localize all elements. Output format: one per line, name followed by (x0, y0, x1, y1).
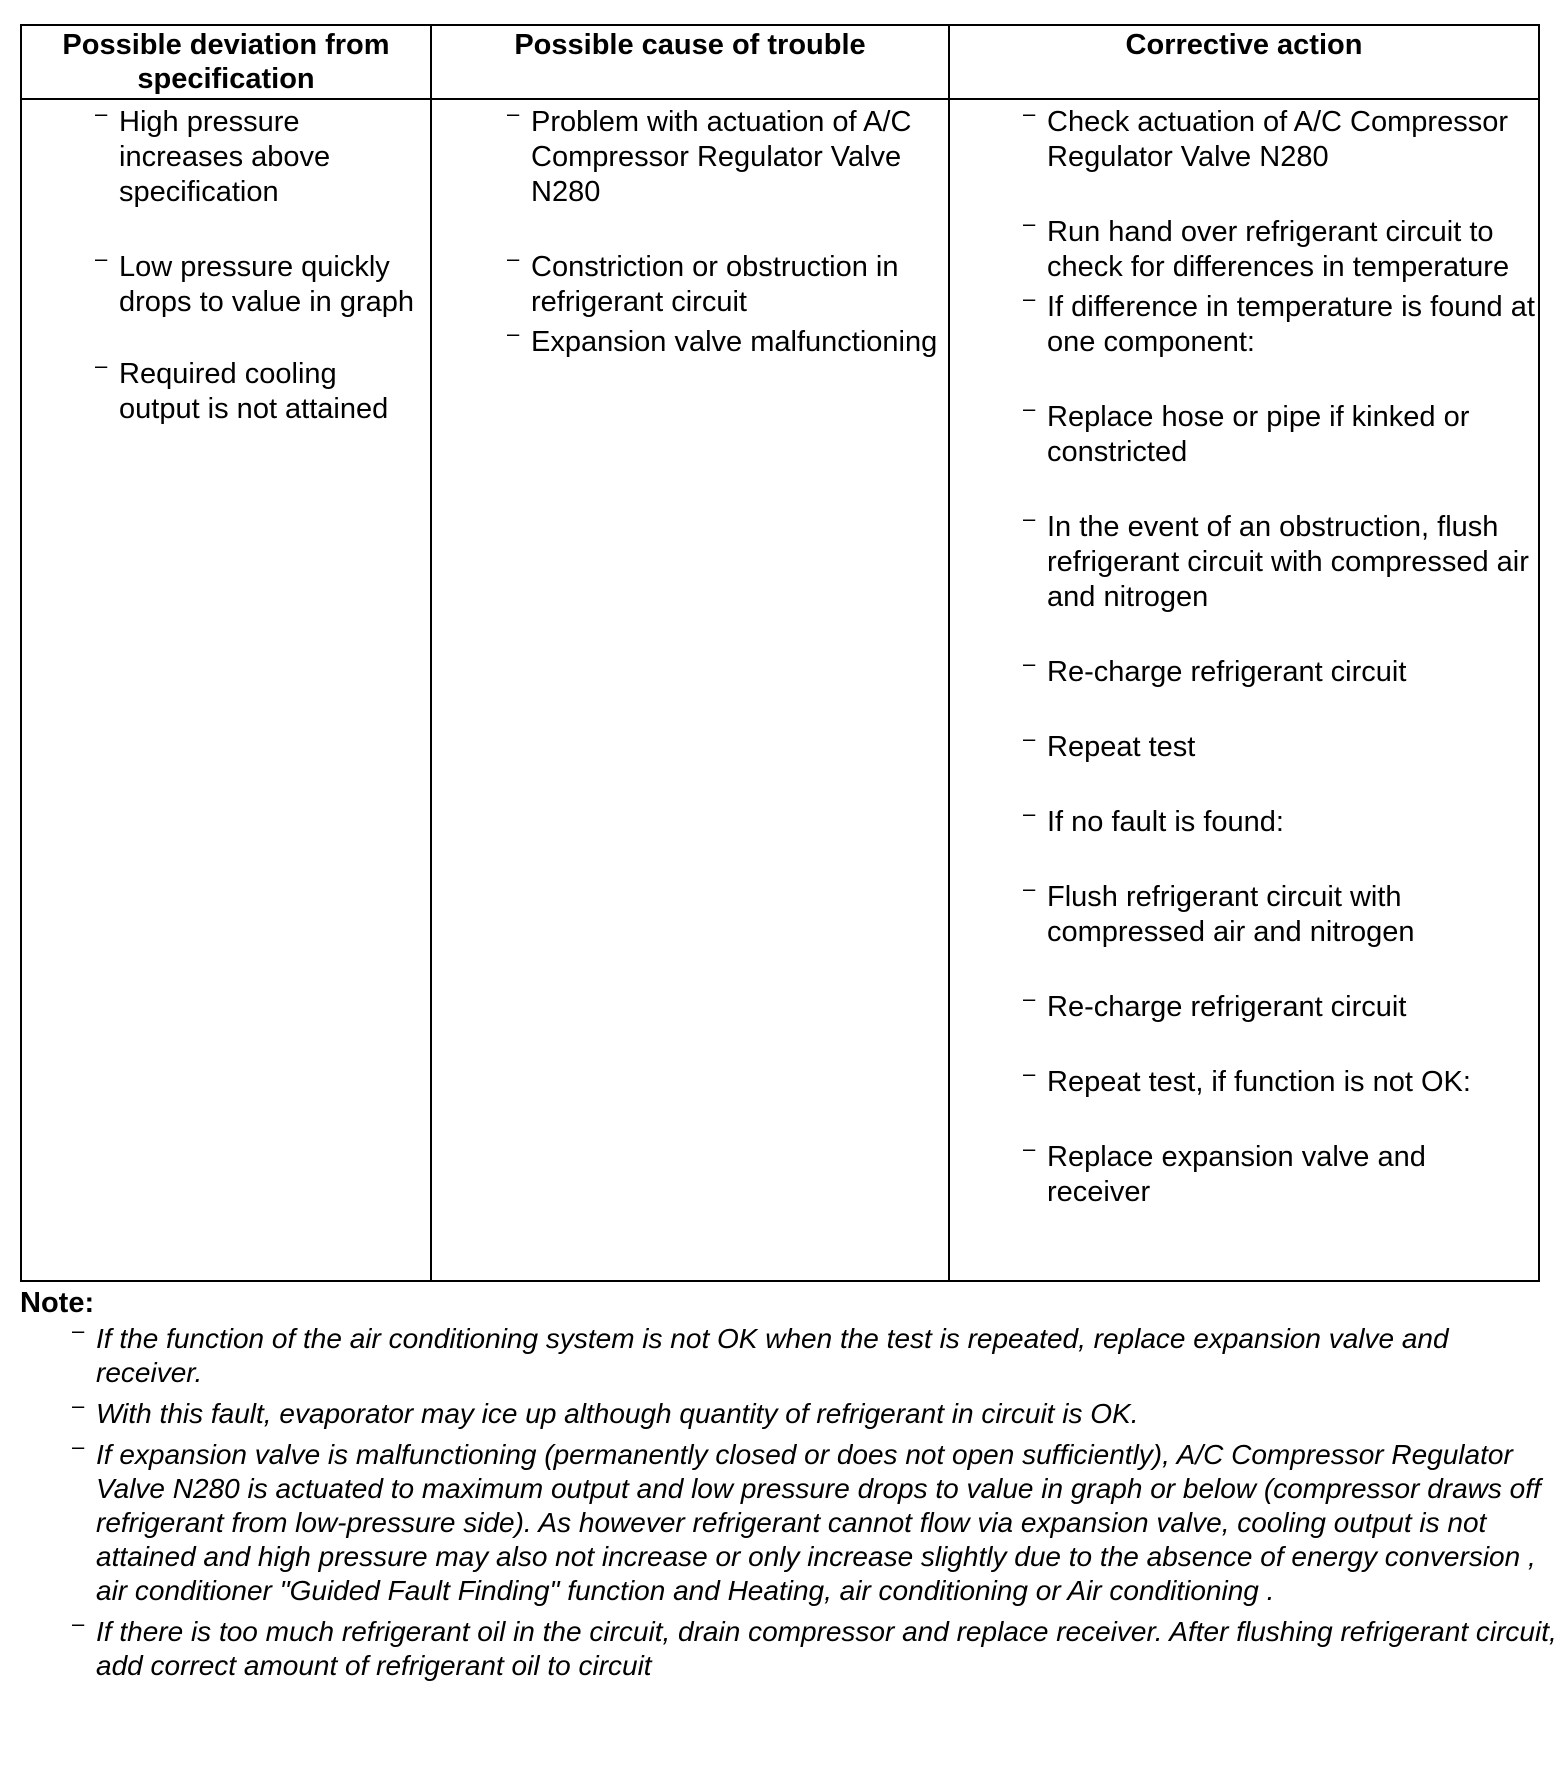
note-title: Note: (20, 1287, 95, 1319)
header-cause: Possible cause of trouble (431, 25, 949, 99)
list-item (1023, 986, 1535, 1025)
dash-bullet: – (1023, 286, 1036, 311)
action-text: Replace hose or pipe if kinked or constricted (1047, 401, 1470, 468)
action-text: In the event of an obstruction, flush refrigerant circuit with compressed air and nitrogen (1047, 511, 1529, 613)
dash-bullet: – (507, 101, 520, 126)
list-item (507, 246, 941, 320)
dash-bullet: – (1023, 101, 1036, 126)
action-text: Re-charge refrigerant circuit (1047, 656, 1407, 688)
cause-text: Expansion valve malfunctioning (531, 326, 938, 358)
list-item (1023, 211, 1535, 285)
list-item (95, 246, 417, 320)
list-item (1023, 726, 1535, 765)
dash-bullet: – (95, 353, 108, 378)
note-text: With this fault, evaporator may ice up although quantity of refrigerant in circuit is OK. (96, 1398, 1139, 1429)
dash-bullet: – (1023, 1136, 1036, 1161)
note-text: If there is too much refrigerant oil in the circuit, drain compressor and replace receiver. After flushing refrigerant circuit, add correct amount of refrigerant oil to circuit (96, 1616, 1557, 1681)
note-item (72, 1434, 1562, 1608)
dash-bullet: – (1023, 1061, 1036, 1086)
dash-bullet: – (1023, 801, 1036, 826)
list-item (1023, 1136, 1535, 1210)
deviation-text: High pressure increases above specification (119, 106, 331, 208)
deviation-text: Low pressure quickly drops to value in graph (119, 251, 415, 318)
action-text: Re-charge refrigerant circuit (1047, 991, 1407, 1023)
action-text: Check actuation of A/C Compressor Regulator Valve N280 (1047, 106, 1508, 173)
dash-bullet: – (72, 1611, 85, 1636)
dash-bullet: – (72, 1318, 85, 1343)
note-list (72, 1318, 1562, 1690)
list-item (95, 101, 417, 210)
deviation-text: Required cooling output is not attained (119, 358, 389, 425)
dash-bullet: – (95, 101, 108, 126)
cause-cell (431, 99, 949, 1281)
dash-bullet: – (1023, 726, 1036, 751)
deviation-list (23, 101, 429, 427)
list-item (1023, 506, 1535, 615)
dash-bullet: – (1023, 396, 1036, 421)
table-header-row (21, 25, 1539, 99)
list-item (1023, 396, 1535, 470)
note-item (72, 1611, 1562, 1683)
header-action: Corrective action (949, 25, 1539, 99)
action-text: Repeat test (1047, 731, 1196, 763)
dash-bullet: – (72, 1393, 85, 1418)
dash-bullet: – (1023, 506, 1036, 531)
action-text: Replace expansion valve and receiver (1047, 1141, 1426, 1208)
action-text: Run hand over refrigerant circuit to check for differences in temperature (1047, 216, 1510, 283)
note-item (72, 1393, 1562, 1431)
deviation-cell (21, 99, 431, 1281)
list-item (95, 353, 417, 427)
dash-bullet: – (1023, 211, 1036, 236)
dash-bullet: – (1023, 986, 1036, 1011)
header-deviation: Possible deviation from specification (21, 25, 431, 99)
list-item (1023, 651, 1535, 690)
table-row (21, 99, 1539, 1281)
list-item (1023, 101, 1535, 175)
action-text: If no fault is found: (1047, 806, 1284, 838)
note-text: If expansion valve is malfunctioning (permanently closed or does not open sufficiently), A/C Compressor Regulator Valve N280 is actuated to maximum output and low pressure drops to value in graph or below (compressor draws off refrigerant from low-pressure side). As however refrigerant cannot flow via expansion valve, cooling output is not attained and high pressure may also not increase or only increase slightly due to the absence of energy conversion , air conditioner "Guided Fault Finding" function and Heating, air conditioning or Air conditioning . (96, 1439, 1541, 1606)
list-item (1023, 286, 1535, 360)
cause-text: Constriction or obstruction in refrigerant circuit (531, 251, 899, 318)
dash-bullet: – (507, 321, 520, 346)
note-text: If the function of the air conditioning system is not OK when the test is repeated, replace expansion valve and receiver. (96, 1323, 1449, 1388)
action-text: Flush refrigerant circuit with compressed air and nitrogen (1047, 881, 1415, 948)
list-item (1023, 1061, 1535, 1100)
action-text: If difference in temperature is found at one component: (1047, 291, 1535, 358)
note-item (72, 1318, 1562, 1390)
action-cell (949, 99, 1539, 1281)
dash-bullet: – (1023, 651, 1036, 676)
dash-bullet: – (72, 1434, 85, 1459)
action-list (951, 101, 1537, 1210)
dash-bullet: – (507, 246, 520, 271)
list-item (1023, 801, 1535, 840)
dash-bullet: – (1023, 876, 1036, 901)
list-item (507, 321, 941, 360)
list-item (1023, 876, 1535, 950)
action-text: Repeat test, if function is not OK: (1047, 1066, 1471, 1098)
cause-list (433, 101, 947, 360)
troubleshooting-table (20, 24, 1540, 1282)
list-item (507, 101, 941, 210)
cause-text: Problem with actuation of A/C Compressor Regulator Valve N280 (531, 106, 912, 208)
dash-bullet: – (95, 246, 108, 271)
